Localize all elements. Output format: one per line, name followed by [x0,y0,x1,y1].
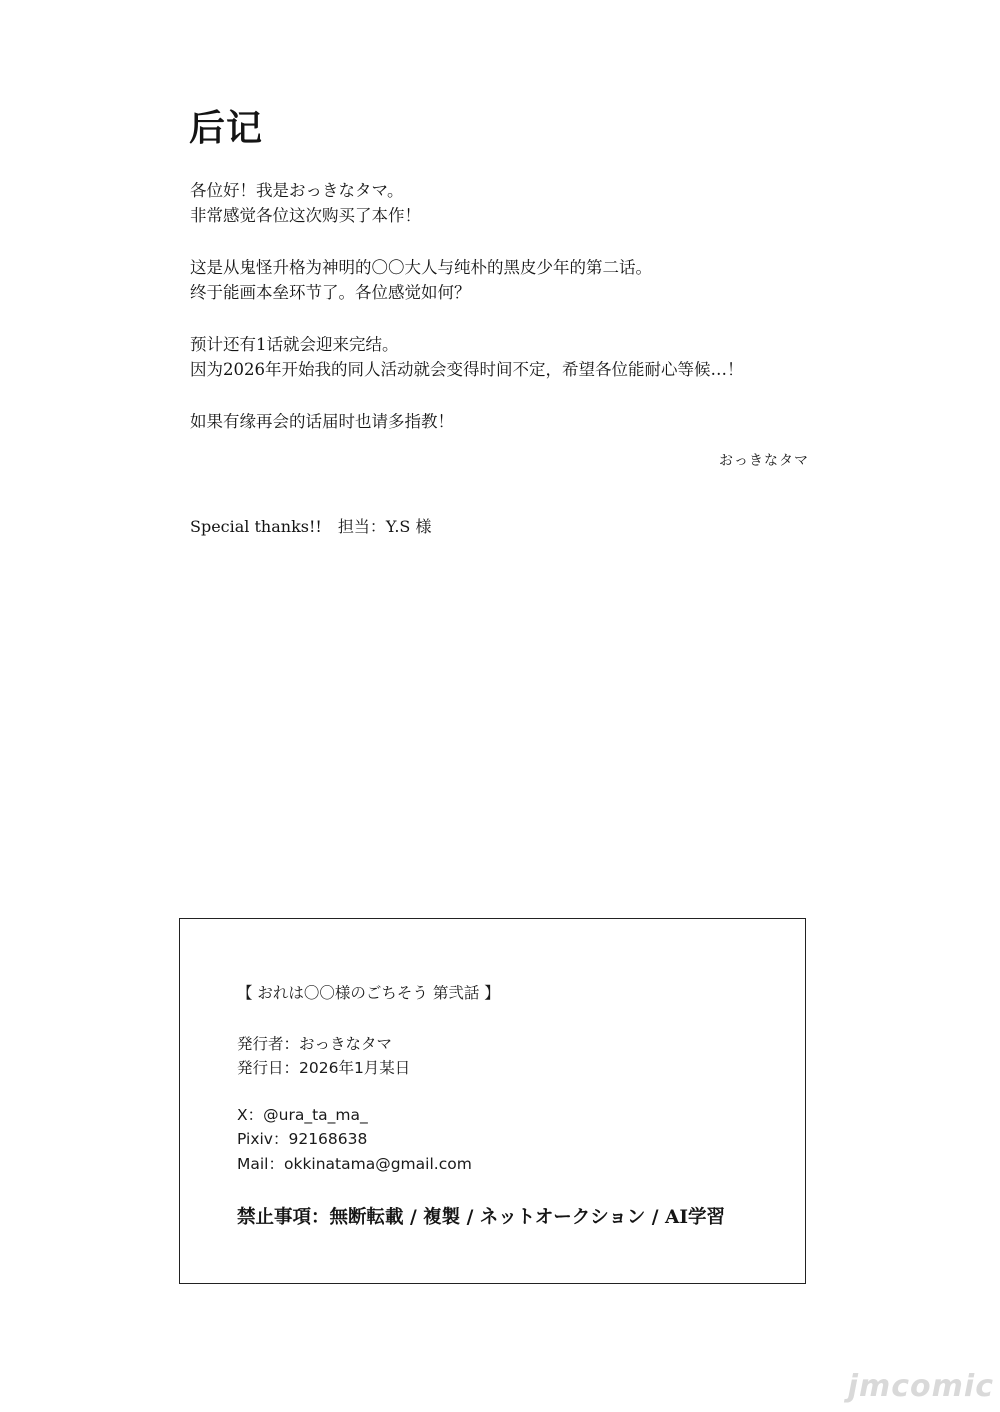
colophon-publish-info [237,1032,500,1081]
colophon-content [237,981,500,1198]
prohibited-notice: 禁止事項：無断転載 / 複製 / ネットオークション / AI学習 [237,1207,725,1228]
pixiv-id-line: Pixiv：92168638 [237,1130,368,1148]
text-line: 如果有缘再会的话届时也请多指教！ [190,412,454,431]
text-line: 各位好！我是おっきなタマ。 [190,181,404,200]
x-account-line: X：@ura_ta_ma_ [237,1105,368,1124]
paragraph-story [190,255,830,305]
paragraph-closing [190,409,830,434]
thanks-label: Special thanks!! [190,517,322,536]
text-line: 这是从鬼怪升格为神明的〇〇大人与纯朴的黑皮少年的第二话。 [190,258,652,277]
colophon-contacts [237,1103,500,1177]
text-line: 因为2026年开始我的同人活动就会变得时间不定，希望各位能耐心等候…！ [190,360,744,379]
thanks-credit: 担当：Y.S 様 [337,517,432,536]
text-line: 预计还有1话就会迎来完结。 [190,335,399,354]
special-thanks [190,514,431,537]
mail-line: Mail：okkinatama@gmail.com [237,1154,472,1173]
colophon-box [179,918,806,1284]
author-signature: おっきなタマ [719,453,809,469]
publish-date-line: 発行日：2026年1月某日 [237,1059,411,1077]
watermark-logo: jmcomic [847,1369,994,1404]
paragraph-greeting [190,178,830,228]
page-title: 后记 [189,108,264,149]
colophon-title: 【 おれは〇〇様のごちそう 第弐話 】 [237,984,500,1002]
text-line: 非常感觉各位这次购买了本作！ [190,206,421,225]
publisher-line: 発行者：おっきなタマ [237,1034,393,1053]
paragraph-schedule [190,332,830,382]
afterword-body [190,178,830,461]
text-line: 终于能画本垒环节了。各位感觉如何？ [190,283,471,302]
